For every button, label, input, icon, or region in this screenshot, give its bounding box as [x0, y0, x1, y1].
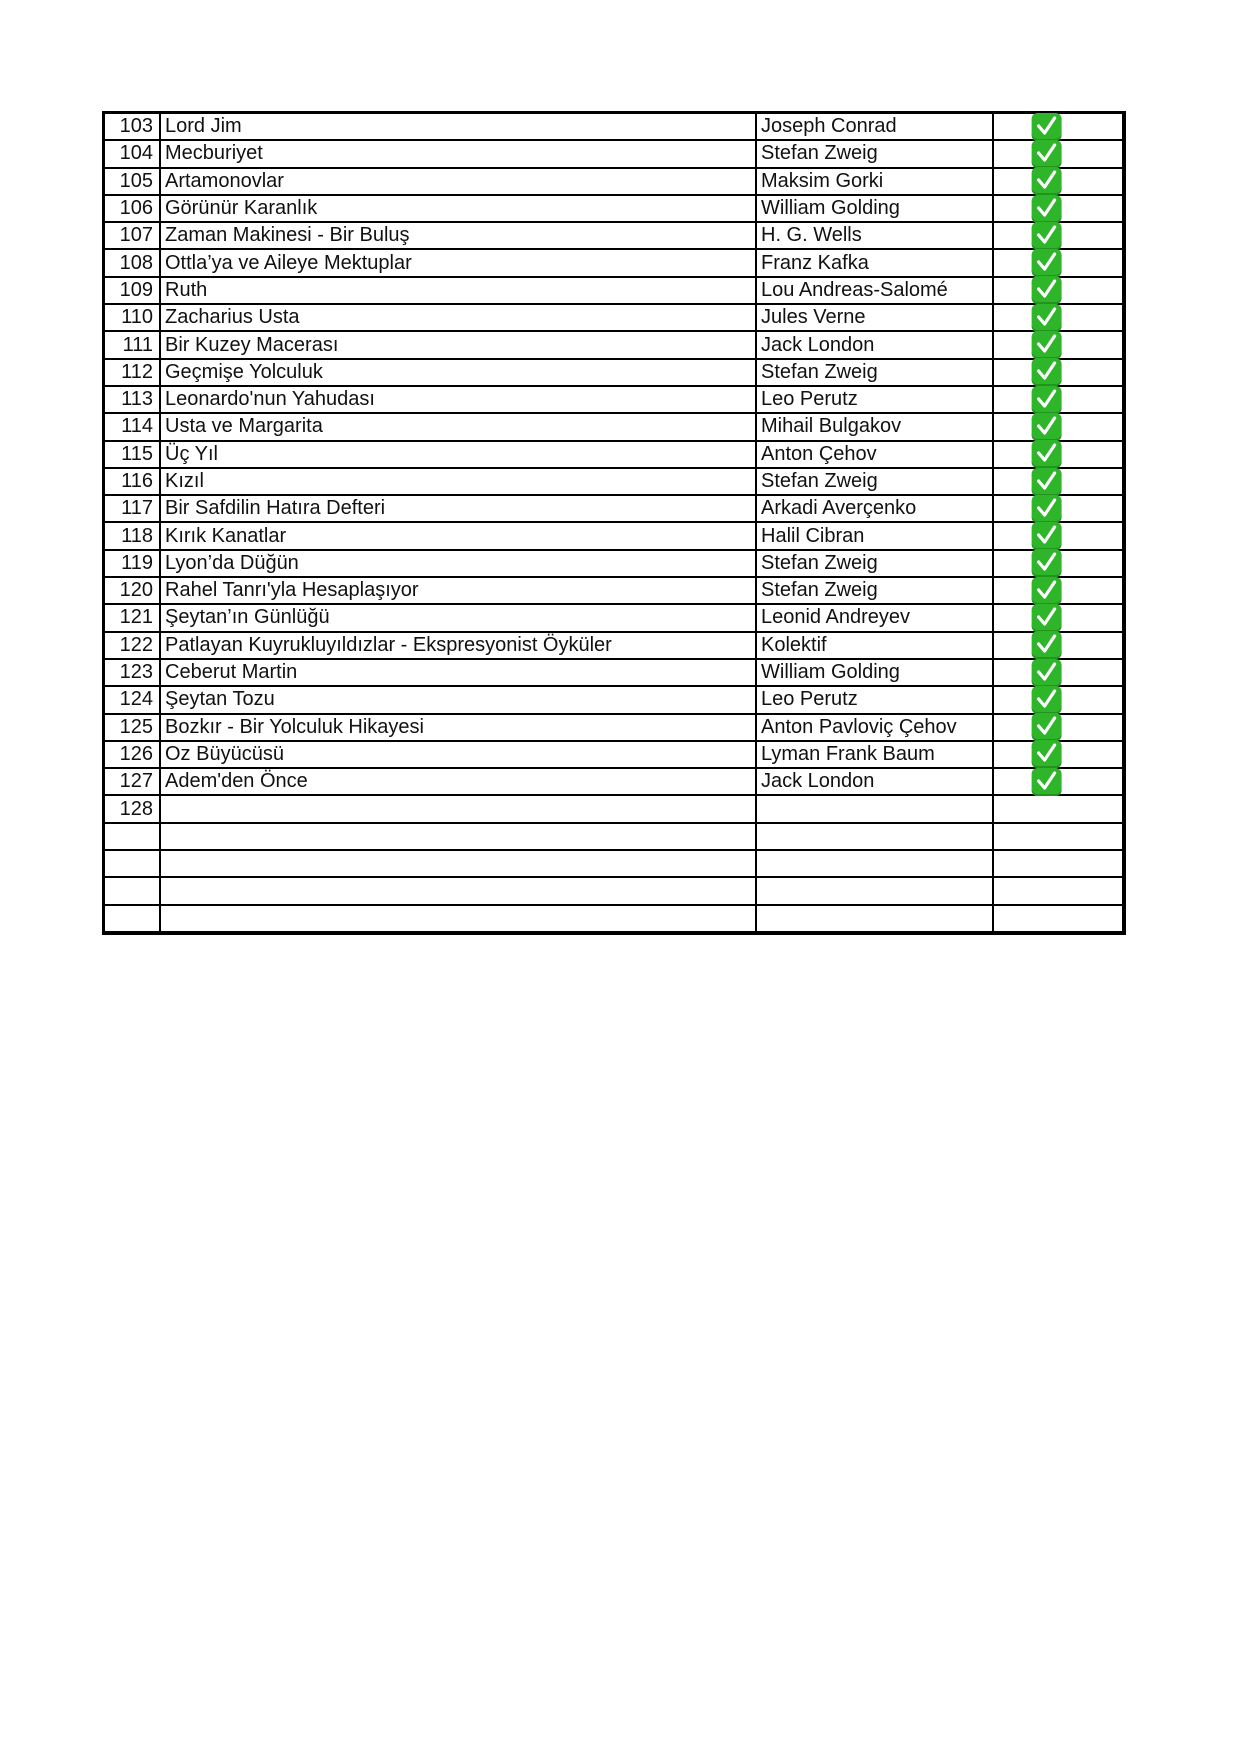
book-title-cell [160, 823, 756, 850]
check-tick-icon [1036, 197, 1058, 219]
book-title-cell: Oz Büyücüsü [160, 741, 756, 768]
author-cell: Halil Cibran [756, 522, 993, 549]
author-cell: William Golding [756, 195, 993, 222]
checkmark-icon [1032, 331, 1062, 359]
row-number-cell: 126 [105, 741, 160, 768]
row-number-cell: 107 [105, 222, 160, 249]
check-tick-icon [1036, 224, 1058, 246]
check-tick-icon [1036, 470, 1058, 492]
row-number-cell: 109 [105, 277, 160, 304]
status-cell [993, 359, 1122, 386]
row-number-cell: 117 [105, 495, 160, 522]
table-row [105, 331, 1122, 358]
author-cell: Kolektif [756, 632, 993, 659]
table-row [105, 140, 1122, 167]
check-tick-icon [1036, 115, 1058, 137]
author-cell [756, 823, 993, 850]
table-body [105, 114, 1122, 931]
check-tick-icon [1036, 415, 1058, 437]
checkmark-icon [1032, 249, 1062, 277]
row-number-cell: 123 [105, 659, 160, 686]
table-row [105, 905, 1122, 931]
table-row [105, 714, 1122, 741]
row-number-cell: 127 [105, 768, 160, 795]
row-number-cell: 110 [105, 304, 160, 331]
row-number-cell [105, 905, 160, 931]
row-number-cell: 106 [105, 195, 160, 222]
check-tick-icon [1036, 770, 1058, 792]
author-cell: Lyman Frank Baum [756, 741, 993, 768]
table-row [105, 195, 1122, 222]
table-row [105, 850, 1122, 877]
check-tick-icon [1036, 142, 1058, 164]
checkmark-icon [1032, 631, 1062, 659]
status-cell [993, 114, 1122, 140]
status-cell [993, 877, 1122, 904]
checkmark-icon [1032, 113, 1062, 141]
status-cell [993, 413, 1122, 440]
table-row [105, 686, 1122, 713]
book-title-cell [160, 905, 756, 931]
check-tick-icon [1036, 360, 1058, 382]
table-row [105, 114, 1122, 140]
checkmark-icon [1032, 740, 1062, 768]
check-tick-icon [1036, 306, 1058, 328]
status-cell [993, 741, 1122, 768]
row-number-cell: 124 [105, 686, 160, 713]
checkmark-icon [1032, 468, 1062, 496]
check-tick-icon [1036, 524, 1058, 546]
table-row [105, 741, 1122, 768]
book-title-cell: Mecburiyet [160, 140, 756, 167]
book-title-cell: Şeytan’ın Günlüğü [160, 604, 756, 631]
author-cell: Leo Perutz [756, 686, 993, 713]
book-title-cell: Bir Kuzey Macerası [160, 331, 756, 358]
checkmark-icon [1032, 686, 1062, 714]
author-cell: Leonid Andreyev [756, 604, 993, 631]
table-row [105, 795, 1122, 822]
status-cell [993, 905, 1122, 931]
check-tick-icon [1036, 688, 1058, 710]
table-row [105, 577, 1122, 604]
status-cell [993, 168, 1122, 195]
row-number-cell: 112 [105, 359, 160, 386]
book-title-cell: Şeytan Tozu [160, 686, 756, 713]
row-number-cell: 113 [105, 386, 160, 413]
row-number-cell: 122 [105, 632, 160, 659]
book-title-cell: Bozkır - Bir Yolculuk Hikayesi [160, 714, 756, 741]
row-number-cell: 103 [105, 114, 160, 140]
checkmark-icon [1032, 413, 1062, 441]
book-title-cell: Ruth [160, 277, 756, 304]
row-number-cell [105, 877, 160, 904]
row-number-cell: 114 [105, 413, 160, 440]
author-cell: Stefan Zweig [756, 577, 993, 604]
book-title-cell [160, 877, 756, 904]
author-cell: Arkadi Averçenko [756, 495, 993, 522]
checkmark-icon [1032, 167, 1062, 195]
author-cell: Leo Perutz [756, 386, 993, 413]
row-number-cell: 125 [105, 714, 160, 741]
status-cell [993, 195, 1122, 222]
check-tick-icon [1036, 278, 1058, 300]
checkmark-icon [1032, 140, 1062, 168]
check-tick-icon [1036, 497, 1058, 519]
checkmark-icon [1032, 577, 1062, 605]
book-title-cell: Ottla’ya ve Aileye Mektuplar [160, 249, 756, 276]
status-cell [993, 304, 1122, 331]
checkmark-icon [1032, 549, 1062, 577]
status-cell [993, 550, 1122, 577]
table-row [105, 249, 1122, 276]
status-cell [993, 823, 1122, 850]
row-number-cell [105, 823, 160, 850]
author-cell: Stefan Zweig [756, 468, 993, 495]
status-cell [993, 768, 1122, 795]
checkmark-icon [1032, 604, 1062, 632]
author-cell: Jack London [756, 331, 993, 358]
checkmark-icon [1032, 440, 1062, 468]
check-tick-icon [1036, 251, 1058, 273]
row-number-cell: 104 [105, 140, 160, 167]
checkmark-icon [1032, 495, 1062, 523]
book-title-cell: Bir Safdilin Hatıra Defteri [160, 495, 756, 522]
checkmark-icon [1032, 304, 1062, 332]
book-title-cell: Adem'den Önce [160, 768, 756, 795]
author-cell [756, 905, 993, 931]
author-cell: Anton Pavloviç Çehov [756, 714, 993, 741]
checkmark-icon [1032, 713, 1062, 741]
check-tick-icon [1036, 388, 1058, 410]
author-cell: Mihail Bulgakov [756, 413, 993, 440]
book-title-cell: Ceberut Martin [160, 659, 756, 686]
author-cell [756, 795, 993, 822]
table-row [105, 168, 1122, 195]
check-tick-icon [1036, 169, 1058, 191]
table-row [105, 877, 1122, 904]
status-cell [993, 249, 1122, 276]
table-row [105, 277, 1122, 304]
book-title-cell: Patlayan Kuyrukluyıldızlar - Ekspresyonist Öyküler [160, 632, 756, 659]
book-title-cell: Geçmişe Yolculuk [160, 359, 756, 386]
book-title-cell [160, 795, 756, 822]
table-row [105, 222, 1122, 249]
checkmark-icon [1032, 659, 1062, 687]
author-cell: William Golding [756, 659, 993, 686]
check-tick-icon [1036, 742, 1058, 764]
check-tick-icon [1036, 633, 1058, 655]
status-cell [993, 386, 1122, 413]
check-tick-icon [1036, 333, 1058, 355]
book-title-cell: Zacharius Usta [160, 304, 756, 331]
row-number-cell: 120 [105, 577, 160, 604]
row-number-cell: 108 [105, 249, 160, 276]
book-title-cell: Leonardo'nun Yahudası [160, 386, 756, 413]
book-title-cell: Zaman Makinesi - Bir Buluş [160, 222, 756, 249]
status-cell [993, 495, 1122, 522]
status-cell [993, 441, 1122, 468]
table-row [105, 632, 1122, 659]
author-cell: Jack London [756, 768, 993, 795]
book-title-cell: Lord Jim [160, 114, 756, 140]
table-row [105, 823, 1122, 850]
author-cell: Anton Çehov [756, 441, 993, 468]
table-row [105, 304, 1122, 331]
status-cell [993, 850, 1122, 877]
author-cell: Stefan Zweig [756, 550, 993, 577]
table-row [105, 386, 1122, 413]
check-tick-icon [1036, 442, 1058, 464]
row-number-cell: 115 [105, 441, 160, 468]
book-title-cell: Artamonovlar [160, 168, 756, 195]
table-row [105, 468, 1122, 495]
checkmark-icon [1032, 276, 1062, 304]
author-cell: Lou Andreas-Salomé [756, 277, 993, 304]
row-number-cell: 105 [105, 168, 160, 195]
status-cell [993, 331, 1122, 358]
check-tick-icon [1036, 661, 1058, 683]
reading-list-table [102, 111, 1126, 935]
check-tick-icon [1036, 715, 1058, 737]
table-row [105, 495, 1122, 522]
book-title-cell: Rahel Tanrı'yla Hesaplaşıyor [160, 577, 756, 604]
row-number-cell [105, 850, 160, 877]
row-number-cell: 111 [105, 331, 160, 358]
author-cell: Maksim Gorki [756, 168, 993, 195]
author-cell: H. G. Wells [756, 222, 993, 249]
author-cell: Stefan Zweig [756, 140, 993, 167]
row-number-cell: 116 [105, 468, 160, 495]
checkmark-icon [1032, 195, 1062, 223]
table-row [105, 604, 1122, 631]
author-cell [756, 850, 993, 877]
reading-list-grid [105, 114, 1122, 931]
author-cell: Jules Verne [756, 304, 993, 331]
author-cell: Joseph Conrad [756, 114, 993, 140]
status-cell [993, 577, 1122, 604]
row-number-cell: 121 [105, 604, 160, 631]
table-row [105, 359, 1122, 386]
status-cell [993, 222, 1122, 249]
table-row [105, 413, 1122, 440]
status-cell [993, 632, 1122, 659]
status-cell [993, 795, 1122, 822]
author-cell [756, 877, 993, 904]
status-cell [993, 140, 1122, 167]
book-title-cell: Kırık Kanatlar [160, 522, 756, 549]
book-title-cell: Üç Yıl [160, 441, 756, 468]
checkmark-icon [1032, 386, 1062, 414]
table-row [105, 441, 1122, 468]
checkmark-icon [1032, 768, 1062, 796]
row-number-cell: 128 [105, 795, 160, 822]
book-title-cell [160, 850, 756, 877]
checkmark-icon [1032, 358, 1062, 386]
status-cell [993, 714, 1122, 741]
row-number-cell: 118 [105, 522, 160, 549]
status-cell [993, 686, 1122, 713]
book-title-cell: Kızıl [160, 468, 756, 495]
table-row [105, 768, 1122, 795]
check-tick-icon [1036, 606, 1058, 628]
table-row [105, 659, 1122, 686]
author-cell: Stefan Zweig [756, 359, 993, 386]
checkmark-icon [1032, 522, 1062, 550]
row-number-cell: 119 [105, 550, 160, 577]
table-row [105, 550, 1122, 577]
status-cell [993, 604, 1122, 631]
check-tick-icon [1036, 579, 1058, 601]
author-cell: Franz Kafka [756, 249, 993, 276]
table-row [105, 522, 1122, 549]
status-cell [993, 522, 1122, 549]
checkmark-icon [1032, 222, 1062, 250]
status-cell [993, 659, 1122, 686]
status-cell [993, 468, 1122, 495]
book-title-cell: Lyon’da Düğün [160, 550, 756, 577]
check-tick-icon [1036, 551, 1058, 573]
status-cell [993, 277, 1122, 304]
book-title-cell: Usta ve Margarita [160, 413, 756, 440]
book-title-cell: Görünür Karanlık [160, 195, 756, 222]
